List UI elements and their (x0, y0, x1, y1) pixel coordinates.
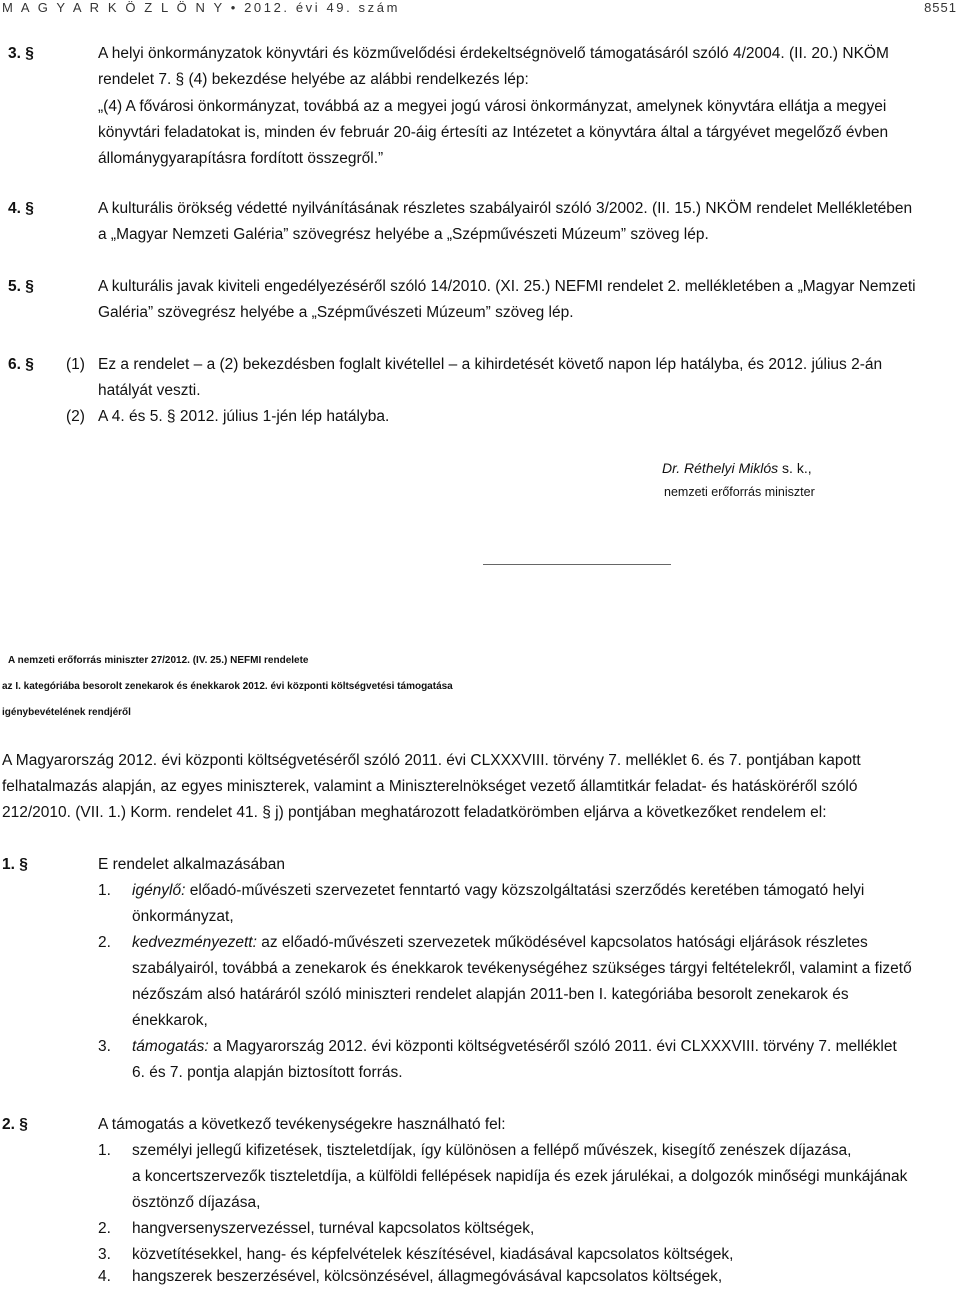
activity-2-number: 2. (98, 1220, 111, 1237)
preamble-line2: felhatalmazás alapján, az egyes miniszterek, valamint a Miniszterelnökséget vezető államtitkár feladat- és hatásköréről szóló (2, 778, 858, 795)
definition-2-line4: énekkarok, (132, 1012, 208, 1029)
section-6-p1-line1: Ez a rendelet – a (2) bekezdésben foglalt kivétellel – a kihirdetését követő napon lép hatályba, és 2012. július 2-án (98, 356, 883, 373)
definition-3-text: a Magyarország 2012. évi központi költségvetéséről szóló 2011. évi CLXXXVIII. törvény 7. melléklet (208, 1038, 897, 1055)
activity-2-line1: hangversenyszervezéssel, turnéval kapcsolatos költségek, (132, 1220, 535, 1237)
preamble-line1: A Magyarország 2012. évi központi költségvetéséről szóló 2011. évi CLXXXVIII. törvény 7. melléklet 6. és 7. pontjában kapott (2, 752, 861, 769)
activity-4-line1: hangszerek beszerzésével, kölcsönzésével, állagmegóvásával kapcsolatos költségek, (132, 1268, 723, 1285)
page-number: 8551 (924, 0, 957, 15)
decree-section-1-heading: E rendelet alkalmazásában (98, 856, 285, 873)
section-6-p1-line2: hatályát veszti. (98, 382, 201, 399)
definition-2-line1 (132, 930, 868, 956)
decree-section-2-heading: A támogatás a következő tevékenységekre használható fel: (98, 1116, 506, 1133)
activity-1-line3: ösztönző díjazása, (132, 1194, 261, 1211)
section-3-quote-line2: könyvtári feladatokat is, minden év február 20-áig értesíti az Intézetet a könyvtára által a tárgyévet megelőző évben (98, 124, 889, 141)
page-header (0, 0, 960, 14)
activity-1-line1: személyi jellegű kifizetések, tiszteletdíjak, így különösen a fellépő művészek, kisegítő zenészek díjazása, (132, 1142, 852, 1159)
section-3-quote-line3: állománygyarapításra fordított összegről.” (98, 150, 384, 167)
journal-title: M A G Y A R K Ö Z L Ö N Y • 2012. évi 49. szám (2, 0, 401, 15)
decree-section-2-number: 2. § (2, 1116, 28, 1133)
decree-title-line3: igénybevételének rendjéről (2, 707, 131, 718)
definition-1-number: 1. (98, 882, 111, 899)
definition-2-number: 2. (98, 934, 111, 951)
section-3-line1: A helyi önkormányzatok könyvtári és közművelődési érdekeltségnövelő támogatásáról szóló 4/2004. (II. 20.) NKÖM (98, 45, 889, 62)
section-5-line2: Galéria” szövegrész helyébe a „Szépművészeti Múzeum” szöveg lép. (98, 304, 574, 321)
definition-1-line1 (132, 878, 864, 904)
definition-3-line1 (132, 1034, 897, 1060)
activity-1-number: 1. (98, 1142, 111, 1159)
section-4-number: 4. § (8, 200, 34, 217)
section-6-p2-line1: A 4. és 5. § 2012. július 1-jén lép hatályba. (98, 408, 390, 425)
section-6-p1-label: (1) (66, 356, 85, 373)
preamble-line3: 212/2010. (VII. 1.) Korm. rendelet 41. § j) pontjában meghatározott feladatkörömben eljárva a következőket rendelem el: (2, 804, 827, 821)
definition-2-text: az előadó-művészeti szervezetek működésével kapcsolatos hatósági eljárások részletes (256, 934, 868, 951)
section-3-quote-line1: „(4) A fővárosi önkormányzat, továbbá az a megyei jogú városi önkormányzat, amelynek könyvtára ellátja a megyei (98, 98, 887, 115)
section-6-p2-label: (2) (66, 408, 85, 425)
signature-name: Dr. Réthelyi Miklós (662, 460, 779, 476)
section-3-number: 3. § (8, 45, 34, 62)
definition-1-term: igénylő: (132, 882, 186, 899)
definition-3-line2: 6. és 7. pontja alapján biztosított forrás. (132, 1064, 403, 1081)
definition-3-term: támogatás: (132, 1038, 209, 1055)
decree-title-line2: az I. kategóriába besorolt zenekarok és énekkarok 2012. évi központi költségvetési támogatása (2, 681, 453, 692)
definition-2-line2: szabályairól, továbbá a zenekarok és énekkarok tevékenységéhez szükséges tárgyi feltételekről, valamint a fizető (132, 960, 912, 977)
section-6-number: 6. § (8, 356, 34, 373)
definition-2-term: kedvezményezett: (132, 934, 257, 951)
definition-1-line2: önkormányzat, (132, 908, 234, 925)
signature-line (662, 455, 812, 481)
decree-section-1-number: 1. § (2, 856, 28, 873)
section-4-line1: A kulturális örökség védetté nyilvánításának részletes szabályairól szóló 3/2002. (II. 15.) NKÖM rendelet Mellékletében (98, 200, 913, 217)
decree-title (0, 648, 960, 726)
activity-3-number: 3. (98, 1246, 111, 1263)
section-4-line2: a „Magyar Nemzeti Galéria” szövegrész helyébe a „Szépművészeti Múzeum” szöveg lép. (98, 226, 709, 243)
section-3-line2: rendelet 7. § (4) bekezdése helyébe az alábbi rendelkezés lép: (98, 71, 529, 88)
section-5-number: 5. § (8, 278, 34, 295)
definition-2-line3: nézőszám alsó határáról szóló miniszteri rendelet alapján 2011-ben I. kategóriába besorolt zenekarok és (132, 986, 849, 1003)
activity-4-number: 4. (98, 1268, 111, 1285)
decree-title-line1: A nemzeti erőforrás miniszter 27/2012. (IV. 25.) NEFMI rendelete (8, 655, 309, 666)
activity-1-line2: a koncertszervezők tiszteletdíja, a külföldi fellépések napidíja és ezek járulékai, a dolgozók minőségi munkájának (132, 1168, 908, 1185)
signature-suffix: s. k., (778, 460, 812, 476)
activity-3-line1: közvetítésekkel, hang- és képfelvételek készítésével, kiadásával kapcsolatos költségek, (132, 1246, 734, 1263)
section-5-line1: A kulturális javak kiviteli engedélyezéséről szóló 14/2010. (XI. 25.) NEFMI rendelet 2. mellékletében a „Magyar Nemzeti (98, 278, 916, 295)
section-divider (483, 564, 671, 565)
signature-role: nemzeti erőforrás miniszter (664, 485, 815, 499)
definition-1-text: előadó-művészeti szervezetet fenntartó vagy közszolgáltatási szerződés keretében támogató helyi (185, 882, 865, 899)
definition-3-number: 3. (98, 1038, 111, 1055)
